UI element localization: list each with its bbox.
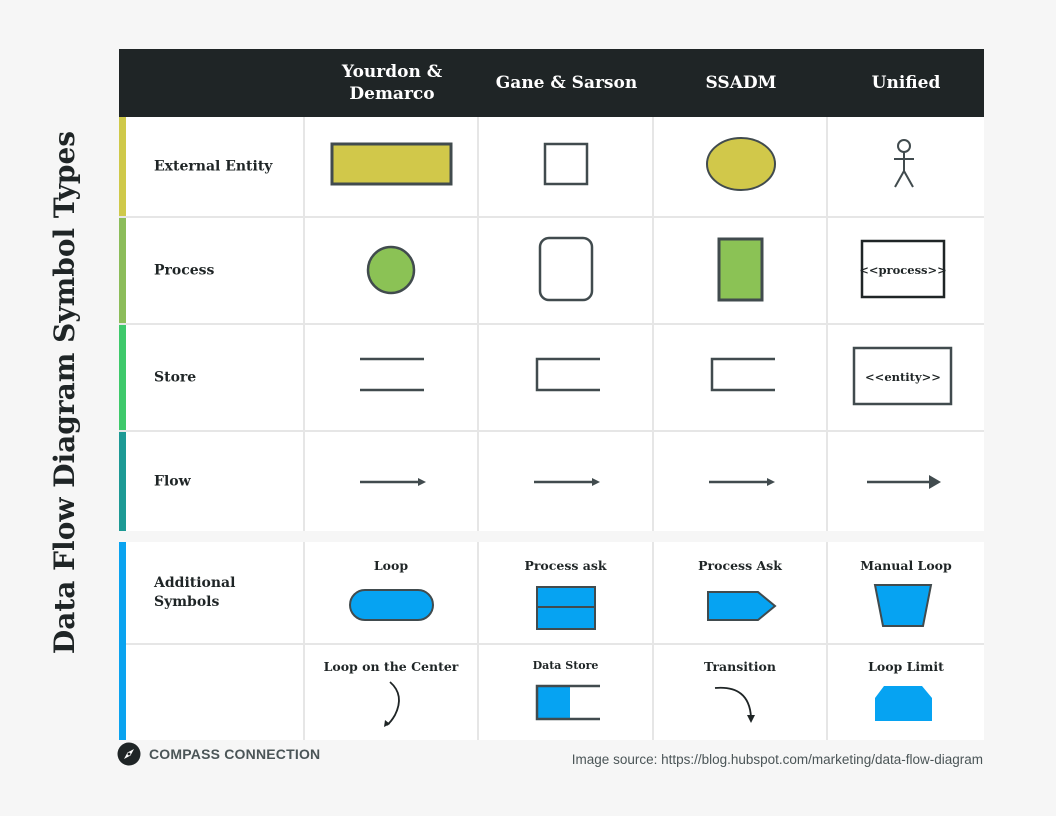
header-blank [119,49,305,117]
ssadm-process-rect [654,218,826,323]
symbol-label: Manual Loop [860,558,952,573]
table-header [119,49,984,117]
ssadm-entity-ellipse [654,117,826,216]
row-label: External Entity [154,158,273,174]
page-title-container [40,130,90,655]
row-external-entity [119,117,984,218]
row-label: Store [154,369,197,385]
loop-limit-symbol [828,645,984,740]
unified-process-box [828,218,984,323]
row-label: Flow [154,473,191,489]
row-accent [119,542,126,740]
symbol-label: Process Ask [698,558,782,573]
header-ssadm: SSADM [705,73,777,93]
row-additional-2 [119,645,984,740]
symbol-label: Loop on the Center [323,659,459,674]
unified-entity-box [828,325,984,430]
loop-symbol [305,542,477,643]
header-unified: Unified [871,73,941,93]
row-label: Process [154,262,215,278]
ssadm-store-open-rect [654,325,826,430]
yourdon-process-circle [305,218,477,323]
symbol-label: Loop [373,558,409,573]
compass-icon [117,742,141,766]
row-flow [119,432,984,531]
additional-symbols-table [119,542,984,740]
unified-actor-icon [828,117,984,216]
symbol-label: Loop Limit [868,659,944,674]
yourdon-entity-rectangle [305,117,477,216]
unified-entity-label: <<entity>> [865,370,941,384]
unified-flow-arrow [828,432,984,531]
manual-loop-symbol [828,542,984,643]
brand-logo [117,742,320,766]
header-gane-sarson: Gane & Sarson [495,73,638,93]
ssadm-flow-arrow [654,432,826,531]
symbol-table [119,117,984,531]
row-store [119,325,984,432]
row-process [119,218,984,325]
row-label: Additional Symbols [154,574,236,610]
process-ask-arrow-symbol [654,542,826,643]
yourdon-flow-arrow [305,432,477,531]
gane-entity-square [479,117,652,216]
page-title: Data Flow Diagram Symbol Types [48,130,82,655]
transition-symbol [654,645,826,740]
loop-center-symbol [305,645,477,740]
process-ask-symbol [479,542,652,643]
symbol-label: Process ask [524,558,607,573]
yourdon-store-lines [305,325,477,430]
brand-name: COMPASS CONNECTION [149,746,321,762]
gane-store-open-rect [479,325,652,430]
data-store-symbol [479,645,652,740]
image-source-credit: Image source: https://blog.hubspot.com/marketing/data-flow-diagram [571,752,983,767]
gane-process-rounded-rect [479,218,652,323]
unified-process-label: <<process>> [859,263,947,277]
row-additional-1 [119,542,984,645]
symbol-label: Transition [704,659,776,674]
symbol-label: Data Store [532,659,599,672]
header-yourdon: Yourdon & Demarco [341,62,443,104]
gane-flow-arrow [479,432,652,531]
